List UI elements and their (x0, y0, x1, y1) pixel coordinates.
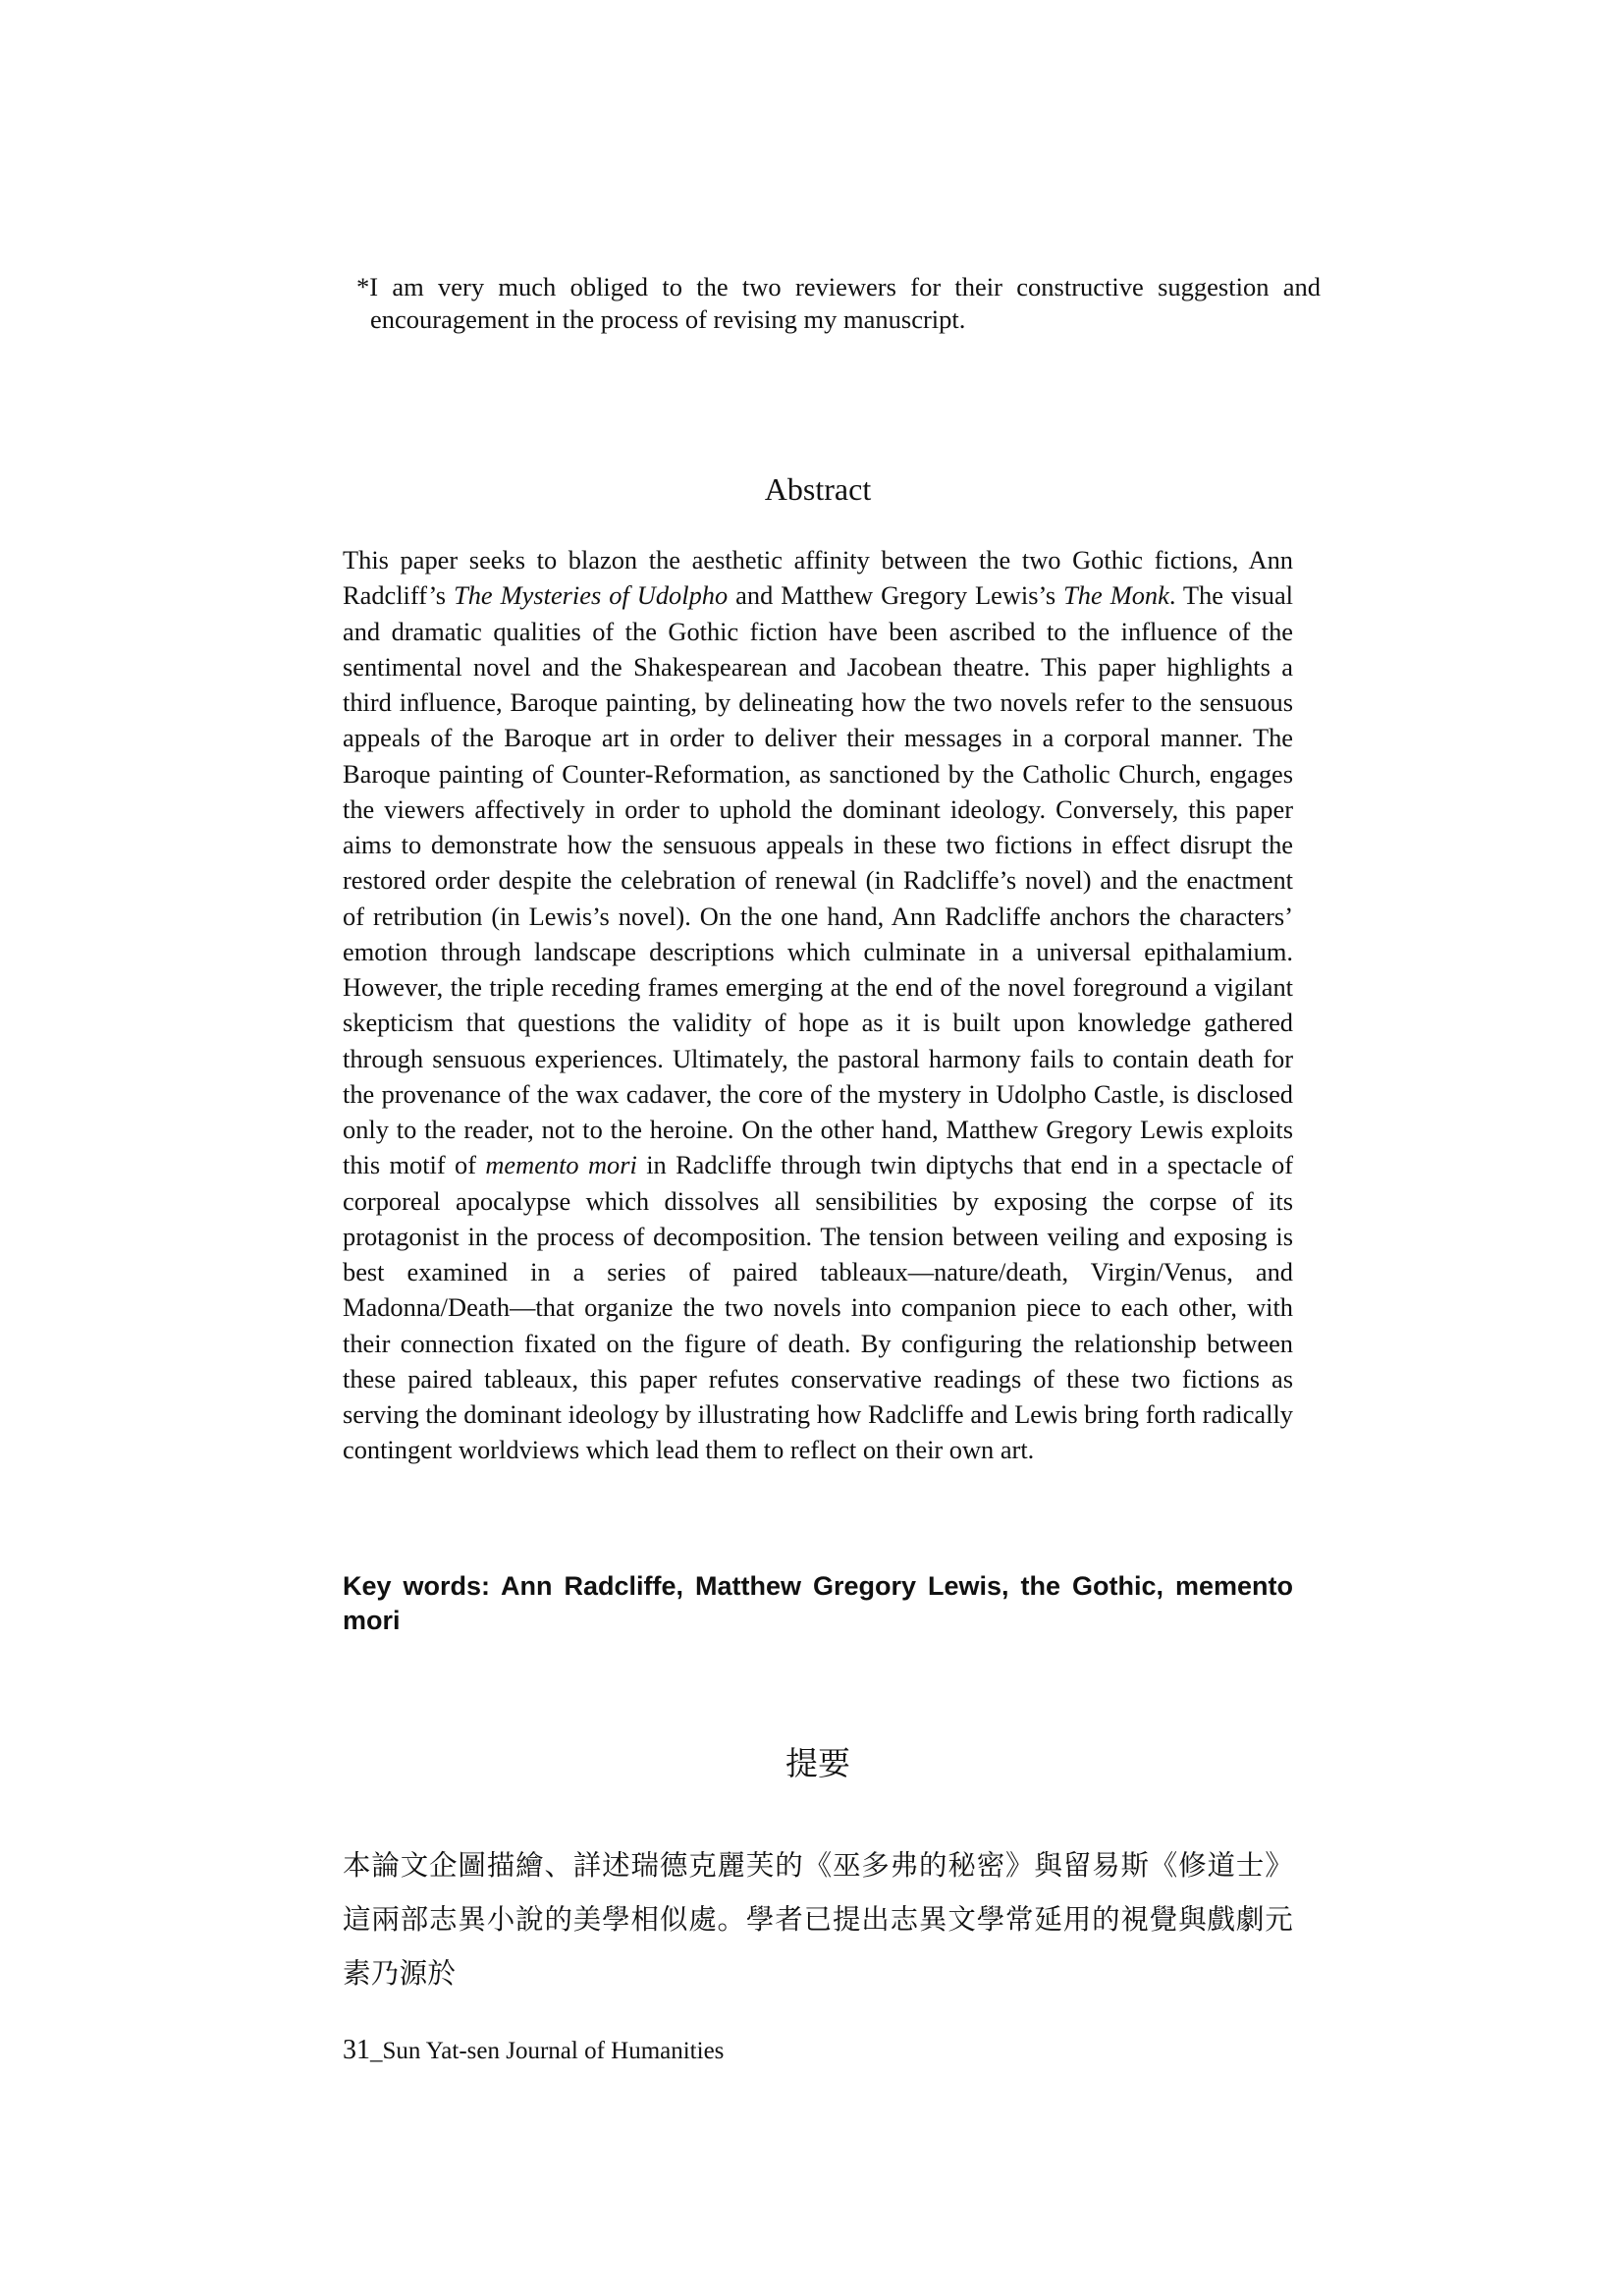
title-mysteries-of-udolpho: The Mysteries of Udolpho (454, 580, 729, 611)
abstract-text-2: and Matthew Gregory Lewis’s (728, 580, 1064, 611)
page-number: 31 (343, 2035, 370, 2065)
abstract-text-1: This paper seeks to blazon the aesthetic affinity between the two Gothic fictions, Ann Radcliff’s (343, 545, 1293, 611)
chinese-abstract-heading: 提要 (785, 1744, 850, 1782)
keywords: Key words: Ann Radcliffe, Matthew Gregory Lewis, the Gothic, memento mori (343, 1571, 1293, 1635)
abstract-heading: Abstract (764, 471, 872, 507)
term-memento-mori: memento mori (485, 1150, 637, 1180)
abstract-text-4: in Radcliffe through twin diptychs that end in a spectacle of corporeal apocalypse which dissolves all sensibilities by exposing the corpse of its protagonist in the process of decomposition. The tension between veiling and exposing is best examined in a series of paired tableaux—nature/death, Virgin/Venus, and Madonna/Death—that organize the two novels into companion piece to each other, with their connection fixated on the figure of death. By configuring the relationship between these paired tableaux, this paper refutes conservative readings of these two fictions as serving the dominant ideology by illustrating how Radcliffe and Lewis bring forth radically contingent worldviews which lead them to reflect on their own art. (343, 1150, 1293, 1465)
abstract-text-3: . The visual and dramatic qualities of the Gothic fiction have been ascribed to the influence of the sentimental novel and the Shakespearean and Jacobean theatre. This paper highlights a third influence, Baroque painting, by delineating how the two novels refer to the sensuous appeals of the Baroque art in order to deliver their messages in a corporal manner. The Baroque painting of Counter-Reformation, as sanctioned by the Catholic Church, engages the viewers affectively in order to uphold the dominant ideology. Conversely, this paper aims to demonstrate how the sensuous appeals in these two fictions in effect disrupt the restored order despite the celebration of renewal (in Radcliffe’s novel) and the enactment of retribution (in Lewis’s novel). On the one hand, Ann Radcliffe anchors the characters’ emotion through landscape descriptions which culminate in a universal epithalamium. However, the triple receding frames emerging at the end of the novel foreground a vigilant skepticism that questions the validity of hope as it is built upon knowledge gathered through sensuous experiences. Ultimately, the pastoral harmony fails to contain death for the provenance of the wax cadaver, the core of the mystery in Udolpho Castle, is disclosed only to the reader, not to the heroine. On the other hand, Matthew Gregory Lewis exploits this motif of (343, 580, 1294, 1180)
title-the-monk: The Monk (1063, 580, 1169, 611)
acknowledgment-footnote: *I am very much obliged to the two reviewers for their constructive suggestion and encouragement in the process of revising my manuscript. (356, 272, 1321, 334)
abstract-body (343, 542, 1293, 1468)
page-footer (343, 2035, 724, 2067)
journal-name: _Sun Yat-sen Journal of Humanities (370, 2038, 725, 2064)
chinese-abstract-body: 本論文企圖描繪、詳述瑞德克麗芙的《巫多弗的秘密》與留易斯《修道士》這兩部志異小說的美學相似處。學者已提出志異文學常延用的視覺與戲劇元素乃源於 (343, 1849, 1293, 1990)
